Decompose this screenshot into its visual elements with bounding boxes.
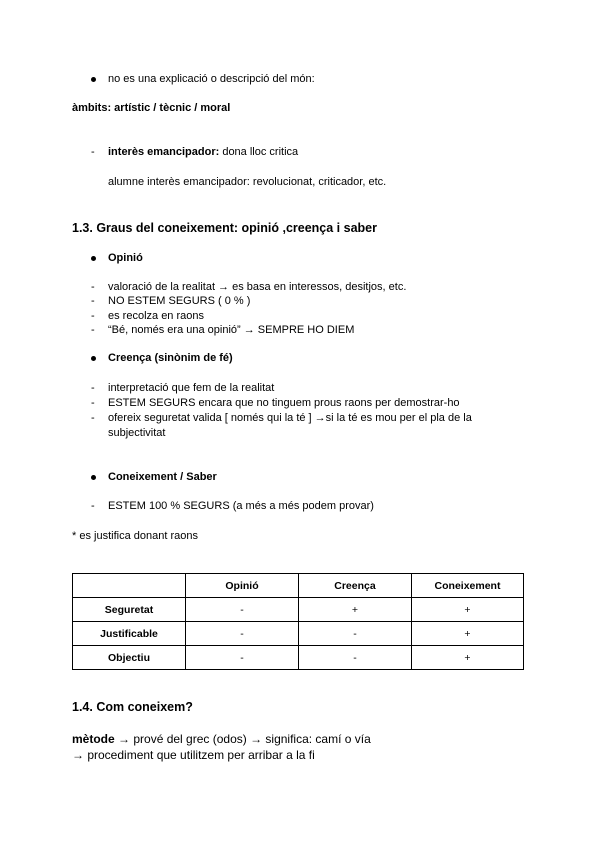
creenca-item-continuation: subjectivitat [108,427,166,439]
table-row [73,622,524,646]
dash-marker: - [91,500,95,512]
table-cell: - [186,622,299,646]
metode-label: mètode [72,732,115,746]
table-header-cell: Coneixement [412,574,524,598]
table-header-row [73,574,524,598]
dash-marker: - [91,397,95,409]
table-cell: - [186,598,299,622]
metode-text: → prové del grec (odos) → significa: camí o vía [114,732,371,746]
table-cell: + [412,622,524,646]
bullet-dot [91,77,96,82]
creenca-item: ofereix seguretat valida [ només qui la té ] →si la té es mou per el pla de la [108,412,472,424]
bullet-dot [91,256,96,261]
interes-line [108,146,298,158]
table-cell: + [299,598,412,622]
table-header-cell: Creença [299,574,412,598]
table-cell: + [412,598,524,622]
section-14-title: 1.4. Com coneixem? [72,700,193,714]
opinio-item: “Bé, només era una opinió” → SEMPRE HO DIEM [108,324,355,336]
opinio-item: NO ESTEM SEGURS ( 0 % ) [108,295,251,307]
bullet-dot [91,475,96,480]
procediment-line: → procediment que utilitzem per arribar a la fi [72,748,315,762]
table-row-label: Seguretat [73,598,186,622]
dash-marker: - [91,412,95,424]
ambits-line: àmbits: artístic / tècnic / moral [72,102,231,114]
dash-marker: - [91,281,95,293]
interes-text: dona lloc critica [219,146,299,158]
comparison-table [72,573,524,670]
dash-marker: - [91,295,95,307]
table-header-cell [73,574,186,598]
table-header-cell: Opinió [186,574,299,598]
section-13-title: 1.3. Graus del coneixement: opinió ,creença i saber [72,221,377,235]
opinio-item: valoració de la realitat → es basa en interessos, desitjos, etc. [108,281,407,293]
coneixement-heading: Coneixement / Saber [108,471,217,483]
intro-bullet-text: no es una explicació o descripció del món: [108,73,315,85]
creenca-item: ESTEM SEGURS encara que no tinguem prous raons per demostrar-ho [108,397,460,409]
table-row [73,646,524,670]
table-cell: + [412,646,524,670]
opinio-item: es recolza en raons [108,310,204,322]
dash-marker: - [91,310,95,322]
coneixement-item: ESTEM 100 % SEGURS (a més a més podem provar) [108,500,374,512]
interes-label: interès emancipador: [108,146,220,158]
table-row-label: Justificable [73,622,186,646]
note-line: * es justifica donant raons [72,530,198,542]
table-cell: - [186,646,299,670]
table-cell: - [299,646,412,670]
metode-line [72,732,371,746]
table-row-label: Objectiu [73,646,186,670]
creenca-item: interpretació que fem de la realitat [108,382,275,394]
dash-marker: - [91,146,95,158]
table-row [73,598,524,622]
bullet-dot [91,356,96,361]
creenca-heading: Creença (sinònim de fé) [108,352,233,364]
dash-marker: - [91,324,95,336]
table-cell: - [299,622,412,646]
dash-marker: - [91,382,95,394]
opinio-heading: Opinió [108,252,143,264]
alumne-line: alumne interès emancipador: revolucionat, criticador, etc. [108,176,387,188]
